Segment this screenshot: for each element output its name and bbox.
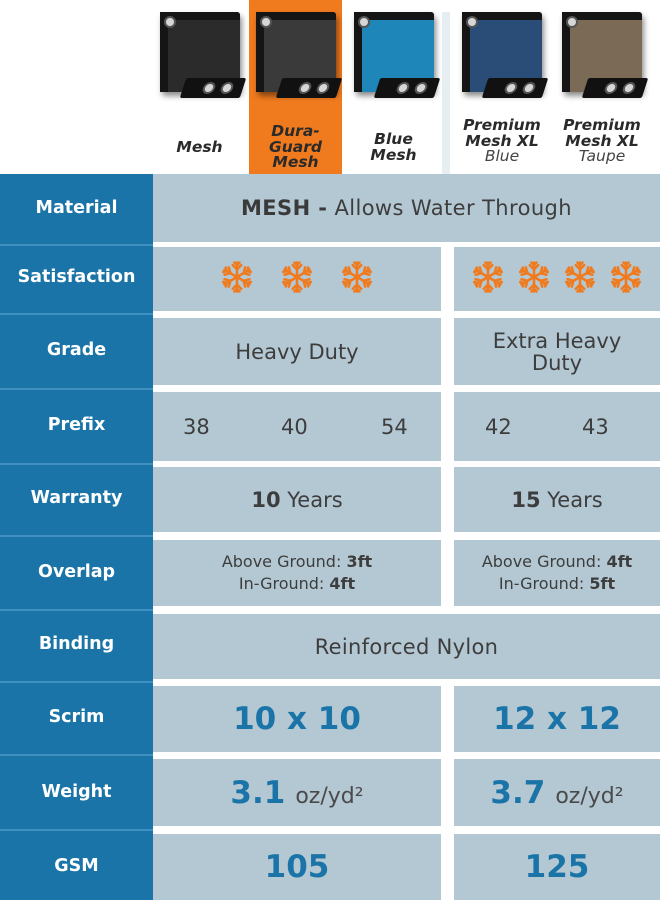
header-divider (442, 12, 450, 174)
prefix-cell-right (454, 392, 660, 461)
prefix-value: 42 (485, 414, 512, 439)
label-prefix: Prefix (47, 415, 106, 435)
product-premium-mesh-xl-taupe (552, 0, 652, 174)
label-binding: Binding (38, 634, 115, 654)
grade-cell-left: Heavy Duty (153, 318, 441, 385)
warranty-cell-left: 10 Years (153, 467, 441, 532)
premium-taupe-swatch-image (562, 12, 642, 92)
snowflake-icon (471, 260, 505, 294)
snowflake-icon (517, 260, 551, 294)
gsm-cell-right: 125 (454, 834, 660, 900)
product-dura-guard-mesh (249, 0, 342, 174)
scrim-cell-right: 12 x 12 (454, 686, 660, 752)
product-name: Mesh (176, 138, 223, 156)
material-cell: MESH - Allows Water Through (153, 174, 660, 242)
product-mesh (153, 0, 246, 174)
label-weight: Weight (41, 782, 112, 802)
label-gsm: GSM (54, 856, 99, 876)
prefix-value: 54 (381, 414, 408, 439)
prefix-value: 40 (281, 414, 308, 439)
satisfaction-cell-left (153, 247, 441, 311)
prefix-cell-left (153, 392, 441, 461)
label-warranty: Warranty (30, 488, 123, 508)
overlap-cell-right: Above Ground: 4ft In-Ground: 5ft (454, 540, 660, 606)
snowflake-icon (563, 260, 597, 294)
prefix-value: 43 (582, 414, 609, 439)
warranty-cell-right: 15 Years (454, 467, 660, 532)
grade-cell-right: Extra Heavy Duty (454, 318, 660, 385)
dura-guard-swatch-image (256, 12, 336, 92)
premium-blue-swatch-image (462, 12, 542, 92)
label-material: Material (35, 198, 118, 218)
product-name: Premium Mesh XL Blue (463, 116, 541, 165)
product-name: Premium Mesh XL Taupe (563, 116, 641, 165)
blue-mesh-swatch-image (354, 12, 434, 92)
product-blue-mesh (347, 0, 440, 174)
overlap-cell-left: Above Ground: 3ft In-Ground: 4ft (153, 540, 441, 606)
weight-cell-left: 3.1 oz/yd² (153, 759, 441, 826)
label-scrim: Scrim (48, 707, 105, 727)
label-overlap: Overlap (37, 562, 116, 582)
binding-cell: Reinforced Nylon (153, 614, 660, 679)
label-satisfaction: Satisfaction (17, 267, 136, 287)
snowflake-icon (220, 260, 254, 294)
scrim-cell-left: 10 x 10 (153, 686, 441, 752)
mesh-swatch-image (160, 12, 240, 92)
snowflake-icon (280, 260, 314, 294)
product-name: Dura- Guard Mesh (269, 122, 322, 171)
product-name: Blue Mesh (370, 130, 417, 164)
satisfaction-cell-right (454, 247, 660, 311)
snowflake-icon (609, 260, 643, 294)
weight-cell-right: 3.7 oz/yd² (454, 759, 660, 826)
prefix-value: 38 (183, 414, 210, 439)
snowflake-icon (340, 260, 374, 294)
gsm-cell-left: 105 (153, 834, 441, 900)
label-grade: Grade (46, 340, 107, 360)
product-premium-mesh-xl-blue (452, 0, 552, 174)
